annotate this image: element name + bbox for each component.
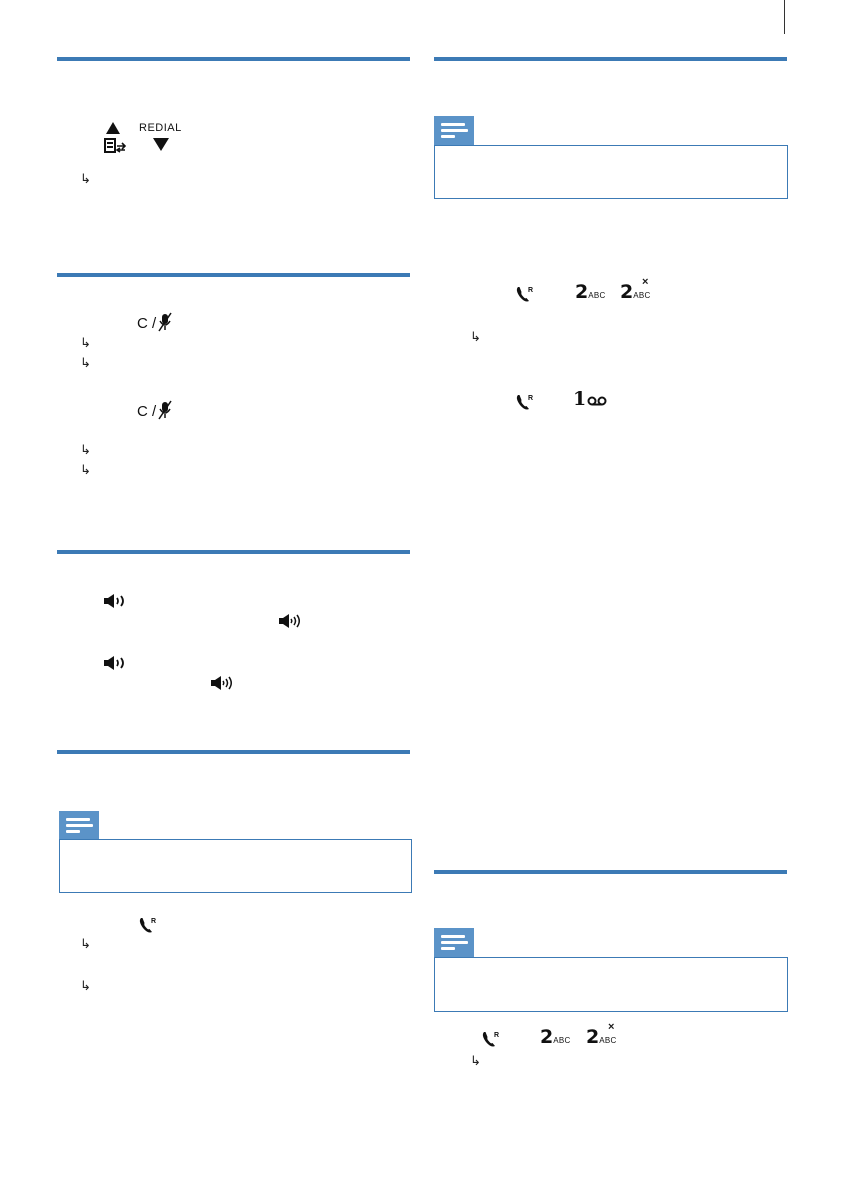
menu-transfer-icon bbox=[104, 138, 126, 154]
svg-text:R: R bbox=[528, 287, 534, 294]
speaker-on-icon bbox=[210, 675, 236, 691]
result-arrow-icon: ↳ bbox=[80, 355, 91, 370]
speaker-icon bbox=[103, 593, 129, 609]
section-rule-5 bbox=[434, 57, 787, 61]
section-rule-6 bbox=[434, 870, 787, 874]
triangle-up-icon bbox=[106, 122, 120, 134]
key-2-letters: ABC bbox=[633, 291, 651, 300]
recall-key-icon bbox=[480, 1029, 502, 1049]
mute-key-icon bbox=[158, 400, 172, 420]
result-arrow-icon: ↳ bbox=[80, 442, 91, 457]
page-edge-line bbox=[784, 0, 785, 34]
key-2-letters: ABC bbox=[588, 291, 606, 300]
key-2-letters: ABC bbox=[599, 1036, 617, 1045]
section-rule-2 bbox=[57, 273, 410, 277]
key-2-digit: 2 bbox=[620, 281, 634, 303]
speaker-on-icon bbox=[278, 613, 304, 629]
redial-key-label: REDIAL bbox=[139, 122, 182, 134]
section-rule-4 bbox=[57, 750, 410, 754]
mute-key-label: C / bbox=[137, 315, 157, 332]
key-2-letters: ABC bbox=[553, 1036, 571, 1045]
key-2-digit: 2 bbox=[540, 1026, 554, 1048]
result-arrow-icon: ↳ bbox=[80, 335, 91, 350]
key-2-digit: 2 bbox=[586, 1026, 600, 1048]
mute-key-icon bbox=[158, 312, 172, 332]
recall-key-icon bbox=[137, 915, 159, 935]
key-2 bbox=[575, 281, 606, 303]
svg-text:R: R bbox=[494, 1032, 500, 1039]
note-box bbox=[59, 839, 412, 893]
note-icon bbox=[59, 811, 99, 841]
speaker-icon bbox=[103, 655, 129, 671]
note-box bbox=[434, 145, 788, 199]
result-arrow-icon: ↳ bbox=[80, 171, 91, 186]
voicemail-icon bbox=[587, 396, 607, 406]
result-arrow-icon: ↳ bbox=[80, 978, 91, 993]
recall-key-icon bbox=[514, 284, 536, 304]
key-star-mark: × bbox=[642, 276, 649, 288]
note-icon bbox=[434, 116, 474, 146]
key-1-digit: 1 bbox=[573, 388, 587, 410]
result-arrow-icon: ↳ bbox=[80, 462, 91, 477]
mute-key-label: C / bbox=[137, 403, 157, 420]
result-arrow-icon: ↳ bbox=[470, 329, 481, 344]
triangle-down-icon bbox=[153, 138, 169, 151]
result-arrow-icon: ↳ bbox=[80, 936, 91, 951]
svg-text:R: R bbox=[528, 395, 534, 402]
result-arrow-icon: ↳ bbox=[470, 1053, 481, 1068]
recall-key-icon bbox=[514, 392, 536, 412]
key-2 bbox=[540, 1026, 571, 1048]
key-1 bbox=[573, 388, 586, 410]
key-2-digit: 2 bbox=[575, 281, 589, 303]
note-icon bbox=[434, 928, 474, 958]
note-box bbox=[434, 957, 788, 1012]
svg-text:R: R bbox=[151, 918, 157, 925]
key-star-mark: × bbox=[608, 1021, 615, 1033]
section-rule-3 bbox=[57, 550, 410, 554]
section-rule-1 bbox=[57, 57, 410, 61]
